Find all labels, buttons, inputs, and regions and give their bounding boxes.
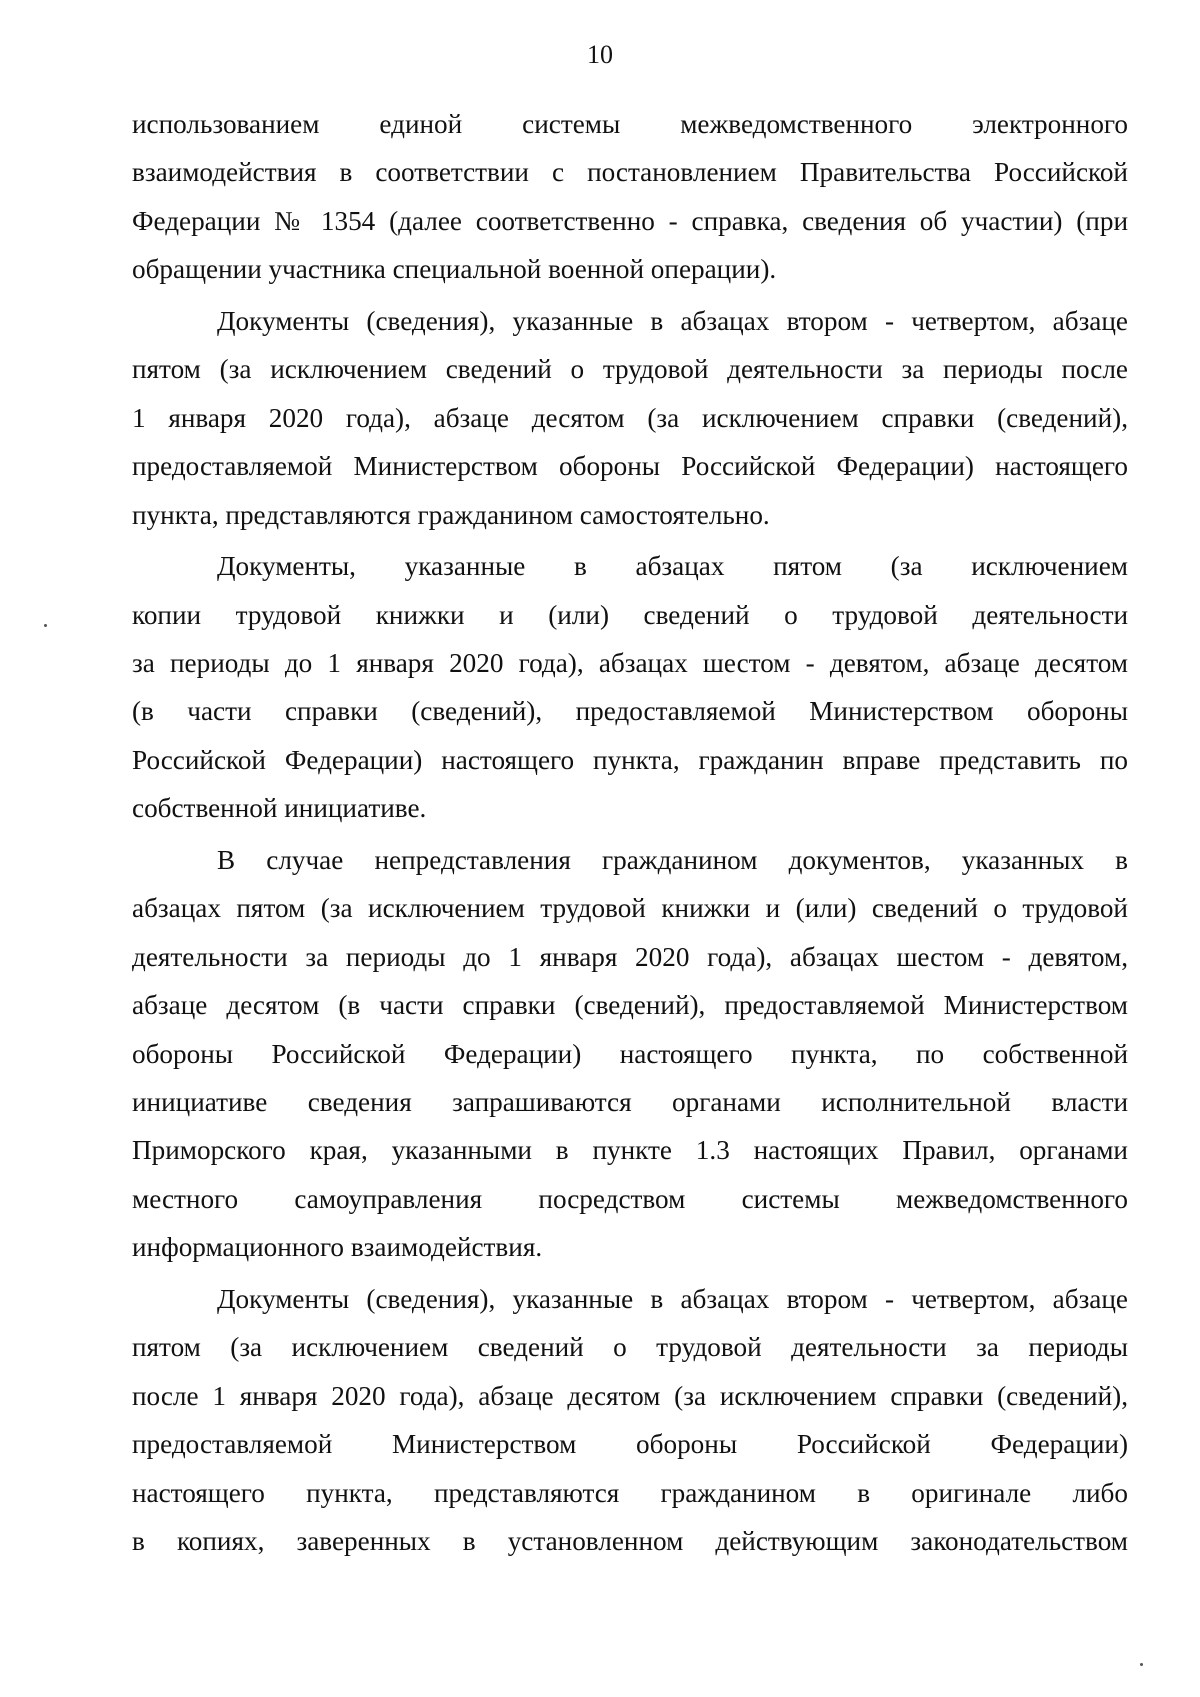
paragraph-5 [132,1275,1128,1565]
text-line: после 1 января 2020 года), абзаце десятом (за исключением справки (сведений), [132,1380,1128,1411]
text-line: пятом (за исключением сведений о трудовой деятельности за периоды после [132,354,1128,385]
text-line: копии трудовой книжки и (или) сведений о трудовой деятельности [132,599,1128,630]
paragraph-3 [132,542,1128,832]
text-line: Документы, указанные в абзацах пятом (за исключением [217,551,1128,582]
text-line: деятельности за периоды до 1 января 2020 года), абзацах шестом - девятом, [132,941,1128,972]
text-line: в копиях, заверенных в установленном действующим законодательством [132,1525,1128,1556]
paragraph-4 [132,836,1128,1272]
text-line: обороны Российской Федерации) настоящего пункта, по собственной [132,1038,1128,1069]
text-line: настоящего пункта, представляются гражданином в оригинале либо [132,1477,1128,1508]
text-line: использованием единой системы межведомственного электронного [132,109,1128,139]
text-line: Документы (сведения), указанные в абзацах втором - четвертом, абзаце [217,305,1128,336]
text-line: Документы (сведения), указанные в абзацах втором - четвертом, абзаце [217,1283,1128,1314]
text-line: взаимодействия в соответствии с постановлением Правительства Российской [132,157,1128,188]
text-line: пятом (за исключением сведений о трудовой деятельности за периоды [132,1332,1128,1363]
text-line: информационного взаимодействия. [132,1232,543,1263]
paragraph-2 [132,297,1128,539]
scan-speck [44,624,47,627]
text-line: инициативе сведения запрашиваются органами исполнительной власти [132,1087,1128,1118]
page-number: 10 [587,40,613,69]
text-line: В случае непредставления гражданином документов, указанных в [217,844,1128,875]
text-line: обращении участника специальной военной операции). [132,254,777,285]
text-line: Приморского края, указанными в пункте 1.3 настоящих Правил, органами [132,1135,1128,1166]
text-line: за периоды до 1 января 2020 года), абзацах шестом - девятом, абзаце десятом [132,648,1128,679]
paragraph-1 [132,100,1128,294]
text-line: 1 января 2020 года), абзаце десятом (за исключением справки (сведений), [132,402,1128,433]
text-line: предоставляемой Министерством обороны Российской Федерации) настоящего [132,451,1128,482]
text-line: предоставляемой Министерством обороны Российской Федерации) [132,1429,1128,1460]
text-line: (в части справки (сведений), предоставляемой Министерством обороны [132,696,1128,727]
scan-speck [1140,1663,1143,1666]
text-line: абзацах пятом (за исключением трудовой книжки и (или) сведений о трудовой [132,893,1128,924]
text-line: пункта, представляются гражданином самостоятельно. [132,499,770,530]
document-body [132,100,1128,1569]
text-line: Федерации № 1354 (далее соответственно - справка, сведения об участии) (при [132,205,1128,236]
text-line: собственной инициативе. [132,793,427,824]
text-line: абзаце десятом (в части справки (сведений), предоставляемой Министерством [132,990,1128,1021]
text-line: местного самоуправления посредством системы межведомственного [132,1183,1128,1214]
text-line: Российской Федерации) настоящего пункта, гражданин вправе представить по [132,744,1128,775]
